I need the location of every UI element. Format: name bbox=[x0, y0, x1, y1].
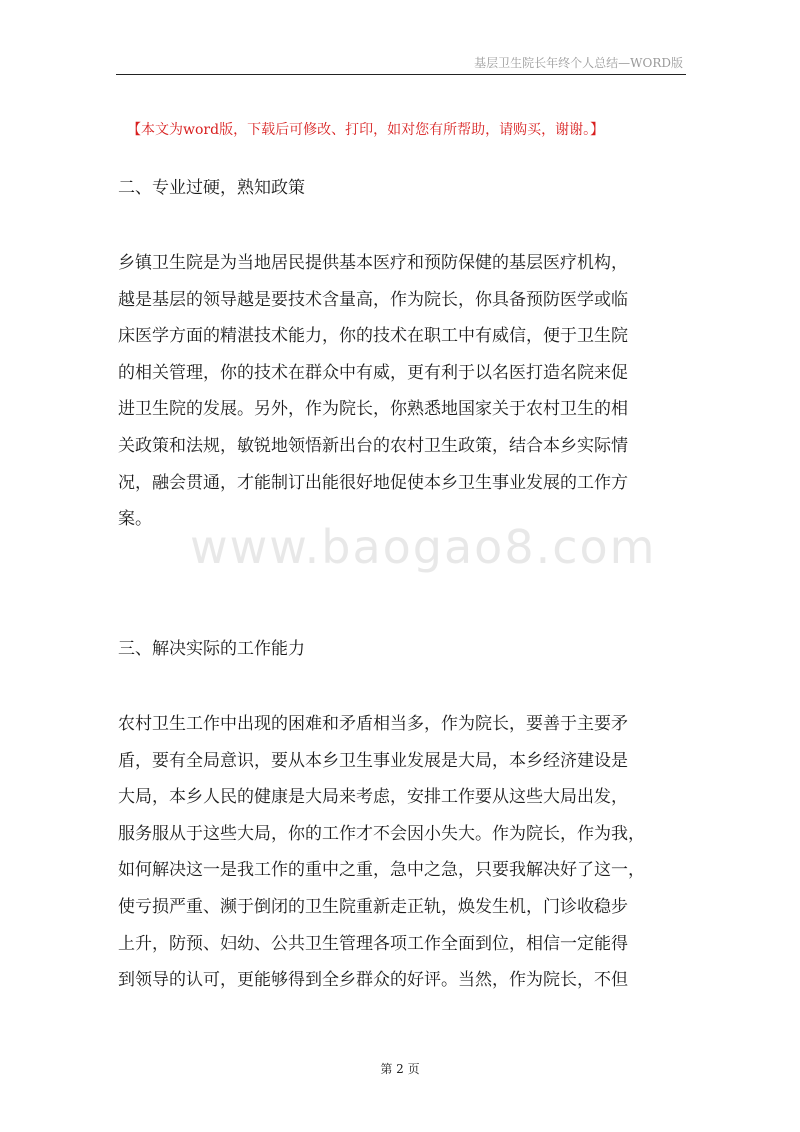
header-divider bbox=[116, 74, 686, 75]
paragraph-line: 进卫生院的发展。另外，作为院长，你熟悉地国家关于农村卫生的相 bbox=[118, 399, 628, 420]
paragraph-line: 农村卫生工作中出现的困难和矛盾相当多，作为院长，要善于主要矛 bbox=[118, 714, 628, 734]
paragraph-line: 盾，要有全局意识，要从本乡卫生事业发展是大局，本乡经济建设是 bbox=[118, 750, 628, 771]
paragraph-line: 况，融会贯通，才能制订出能很好地促使本乡卫生事业发展的工作方 bbox=[118, 472, 628, 493]
section-heading-professional: 二、专业过硬，熟知政策 bbox=[118, 178, 305, 198]
paragraph-line: 到领导的认可，更能够得到全乡群众的好评。当然，作为院长，不但 bbox=[118, 970, 628, 991]
paragraph-line: 大局，本乡人民的健康是大局来考虑，安排工作要从这些大局出发， bbox=[118, 787, 628, 808]
paragraph-line: 床医学方面的精湛技术能力，你的技术在职工中有威信，便于卫生院 bbox=[118, 326, 628, 347]
document-header-title: 基层卫生院长年终个人总结—WORD版 bbox=[474, 56, 683, 70]
paragraph-line: 关政策和法规，敏锐地领悟新出台的农村卫生政策，结合本乡实际情 bbox=[118, 435, 628, 456]
section-paragraph-ability bbox=[118, 706, 693, 999]
paragraph-line: 的相关管理，你的技术在群众中有威，更有利于以名医打造名院来促 bbox=[118, 362, 628, 383]
paragraph-line: 越是基层的领导越是要技术含量高，作为院长，你具备预防医学或临 bbox=[118, 289, 628, 310]
section-heading-ability: 三、解决实际的工作能力 bbox=[118, 639, 305, 659]
paragraph-line: 如何解决这一是我工作的重中之重，急中之急，只要我解决好了这一， bbox=[118, 860, 645, 881]
page-number: 第 2 页 bbox=[380, 1062, 420, 1076]
section-paragraph-professional bbox=[118, 245, 693, 538]
website-watermark: www.baogao8.com bbox=[190, 520, 657, 574]
paragraph-line: 案。 bbox=[118, 509, 152, 530]
paragraph-line: 上升，防预、妇幼、公共卫生管理各项工作全面到位，相信一定能得 bbox=[118, 933, 628, 954]
purchase-notice: 【本文为word版，下载后可修改、打印，如对您有所帮助，请购买，谢谢。】 bbox=[127, 122, 605, 138]
paragraph-line: 使亏损严重、濒于倒闭的卫生院重新走正轨，焕发生机，门诊收稳步 bbox=[118, 896, 628, 917]
paragraph-line: 乡镇卫生院是为当地居民提供基本医疗和预防保健的基层医疗机构， bbox=[118, 253, 628, 273]
paragraph-line: 服务服从于这些大局，你的工作才不会因小失大。作为院长，作为我， bbox=[118, 823, 645, 844]
